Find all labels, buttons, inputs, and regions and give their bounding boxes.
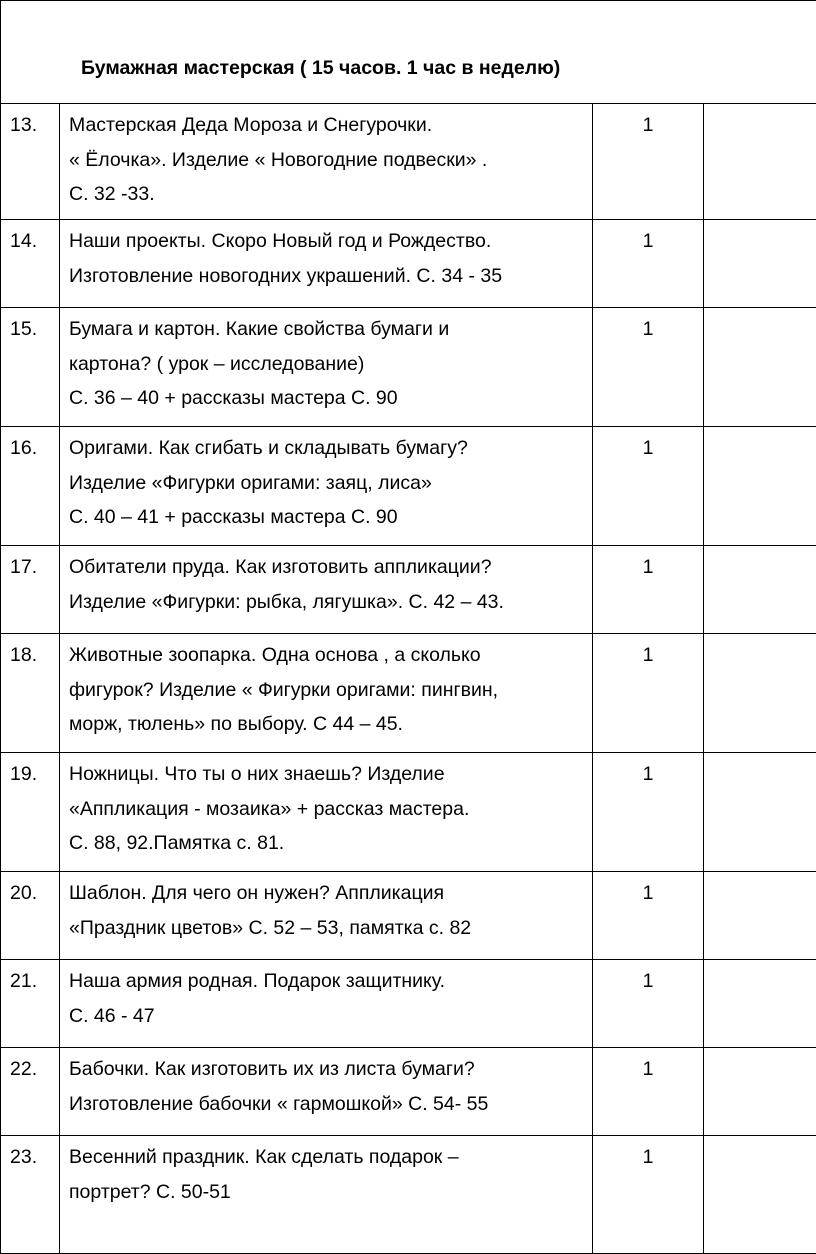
lesson-topic-line: Весенний праздник. Как сделать подарок –	[69, 1140, 592, 1175]
lesson-number: 23.	[1, 1136, 59, 1169]
lesson-date-cell	[704, 960, 816, 1048]
lesson-topic-cell	[60, 1136, 593, 1254]
lesson-topic-cell	[60, 753, 593, 872]
lesson-hours-cell	[593, 546, 704, 634]
lesson-topic-cell	[60, 546, 593, 634]
lesson-hours-cell	[593, 634, 704, 753]
lesson-topic-line: Шаблон. Для чего он нужен? Аппликация	[69, 876, 592, 911]
lesson-topic-cell	[60, 1048, 593, 1136]
lesson-topic-line: Обитатели пруда. Как изготовить аппликации?	[69, 550, 592, 585]
section-header-cell	[1, 1, 816, 104]
lesson-hours-cell	[593, 872, 704, 960]
lesson-date-cell	[704, 872, 816, 960]
lesson-hours-cell	[593, 753, 704, 872]
lesson-number: 20.	[1, 872, 59, 905]
lesson-topic-cell	[60, 308, 593, 427]
lesson-date-cell	[704, 546, 816, 634]
lesson-hours: 1	[593, 104, 703, 137]
lesson-number: 19.	[1, 753, 59, 786]
lesson-topic-line: картона? ( урок – исследование)	[69, 347, 592, 382]
lesson-date-cell	[704, 220, 816, 308]
lesson-number-cell	[1, 427, 60, 546]
lesson-topic	[60, 546, 592, 619]
lesson-hours: 1	[593, 1136, 703, 1169]
lesson-topic-line: «Аппликация - мозаика» + рассказ мастера.	[69, 792, 592, 827]
table-row	[1, 634, 816, 753]
table-row	[1, 753, 816, 872]
lesson-number: 15.	[1, 308, 59, 341]
section-title: Бумажная мастерская ( 15 часов. 1 час в неделю)	[81, 57, 560, 80]
lesson-topic-line: С. 32 -33.	[69, 177, 592, 212]
lesson-topic-line: С. 36 – 40 + рассказы мастера С. 90	[69, 381, 592, 416]
lesson-number: 13.	[1, 104, 59, 137]
lesson-topic-line: Наша армия родная. Подарок защитнику.	[69, 964, 592, 999]
table-row	[1, 104, 816, 220]
table-row	[1, 220, 816, 308]
lesson-topic	[60, 427, 592, 535]
lesson-number-cell	[1, 960, 60, 1048]
lesson-number-cell	[1, 1136, 60, 1254]
table-row	[1, 960, 816, 1048]
lesson-hours: 1	[593, 308, 703, 341]
lesson-number-cell	[1, 546, 60, 634]
lesson-topic-cell	[60, 960, 593, 1048]
lesson-topic	[60, 308, 592, 416]
lesson-topic	[60, 753, 592, 861]
lesson-number-cell	[1, 220, 60, 308]
lesson-topic-cell	[60, 427, 593, 546]
lesson-topic-line: Изготовление бабочки « гармошкой» С. 54- 55	[69, 1087, 592, 1122]
lesson-hours-cell	[593, 104, 704, 220]
lesson-topic-line: Изготовление новогодних украшений. С. 34 - 35	[69, 259, 592, 294]
lesson-topic-cell	[60, 634, 593, 753]
section-header-row	[1, 1, 816, 104]
lesson-topic-line: портрет? С. 50-51	[69, 1175, 592, 1210]
lesson-number: 18.	[1, 634, 59, 667]
lesson-date-cell	[704, 1048, 816, 1136]
lesson-topic-line: С. 88, 92.Памятка с. 81.	[69, 826, 592, 861]
lesson-number: 17.	[1, 546, 59, 579]
lesson-topic-line: Изделие «Фигурки оригами: заяц, лиса»	[69, 466, 592, 501]
lesson-number: 22.	[1, 1048, 59, 1081]
lesson-number-cell	[1, 753, 60, 872]
lesson-number: 21.	[1, 960, 59, 993]
table-row	[1, 872, 816, 960]
table-row	[1, 427, 816, 546]
lesson-number-cell	[1, 1048, 60, 1136]
lesson-topic	[60, 634, 592, 742]
lesson-hours-cell	[593, 308, 704, 427]
lesson-hours-cell	[593, 220, 704, 308]
lesson-hours: 1	[593, 634, 703, 667]
lesson-date-cell	[704, 104, 816, 220]
lesson-topic-line: Изделие «Фигурки: рыбка, лягушка». С. 42 – 43.	[69, 585, 592, 620]
lesson-topic-cell	[60, 104, 593, 220]
lesson-date-cell	[704, 427, 816, 546]
lesson-hours: 1	[593, 427, 703, 460]
lesson-topic-line: морж, тюлень» по выбору. С 44 – 45.	[69, 707, 592, 742]
lesson-number-cell	[1, 634, 60, 753]
lesson-hours: 1	[593, 872, 703, 905]
lesson-topic-cell	[60, 220, 593, 308]
lesson-hours: 1	[593, 753, 703, 786]
lesson-topic	[60, 960, 592, 1033]
lesson-number-cell	[1, 308, 60, 427]
lesson-topic	[60, 104, 592, 212]
lesson-topic-line: Животные зоопарка. Одна основа , а сколько	[69, 638, 592, 673]
lesson-hours-cell	[593, 1048, 704, 1136]
table-row	[1, 1048, 816, 1136]
lesson-date-cell	[704, 1136, 816, 1254]
lesson-topic-line: С. 46 - 47	[69, 999, 592, 1034]
lesson-topic-line: Ножницы. Что ты о них знаешь? Изделие	[69, 757, 592, 792]
lesson-hours-cell	[593, 960, 704, 1048]
lesson-topic-line: Бабочки. Как изготовить их из листа бумаги?	[69, 1052, 592, 1087]
table-row	[1, 308, 816, 427]
lesson-date-cell	[704, 753, 816, 872]
lesson-topic-cell	[60, 872, 593, 960]
lesson-hours: 1	[593, 546, 703, 579]
lesson-hours-cell	[593, 427, 704, 546]
lesson-hours: 1	[593, 1048, 703, 1081]
lesson-topic-line: Бумага и картон. Какие свойства бумаги и	[69, 312, 592, 347]
lesson-topic-line: С. 40 – 41 + рассказы мастера С. 90	[69, 500, 592, 535]
lesson-topic-line: Наши проекты. Скоро Новый год и Рождество.	[69, 224, 592, 259]
lesson-number: 14.	[1, 220, 59, 253]
lesson-hours: 1	[593, 220, 703, 253]
lesson-topic	[60, 220, 592, 293]
lesson-topic-line: фигурок? Изделие « Фигурки оригами: пингвин,	[69, 673, 592, 708]
lesson-date-cell	[704, 634, 816, 753]
lesson-number-cell	[1, 104, 60, 220]
lesson-hours: 1	[593, 960, 703, 993]
lesson-number: 16.	[1, 427, 59, 460]
lesson-topic	[60, 1048, 592, 1121]
table-row	[1, 1136, 816, 1254]
lesson-topic-line: Мастерская Деда Мороза и Снегурочки.	[69, 108, 592, 143]
lesson-topic-line: Оригами. Как сгибать и складывать бумагу?	[69, 431, 592, 466]
lesson-topic	[60, 1136, 592, 1209]
lesson-topic-line: «Праздник цветов» С. 52 – 53, памятка с. 82	[69, 911, 592, 946]
lesson-number-cell	[1, 872, 60, 960]
lesson-topic-line: « Ёлочка». Изделие « Новогодние подвески» .	[69, 143, 592, 178]
lesson-topic	[60, 872, 592, 945]
table-row	[1, 546, 816, 634]
lesson-date-cell	[704, 308, 816, 427]
lesson-hours-cell	[593, 1136, 704, 1254]
